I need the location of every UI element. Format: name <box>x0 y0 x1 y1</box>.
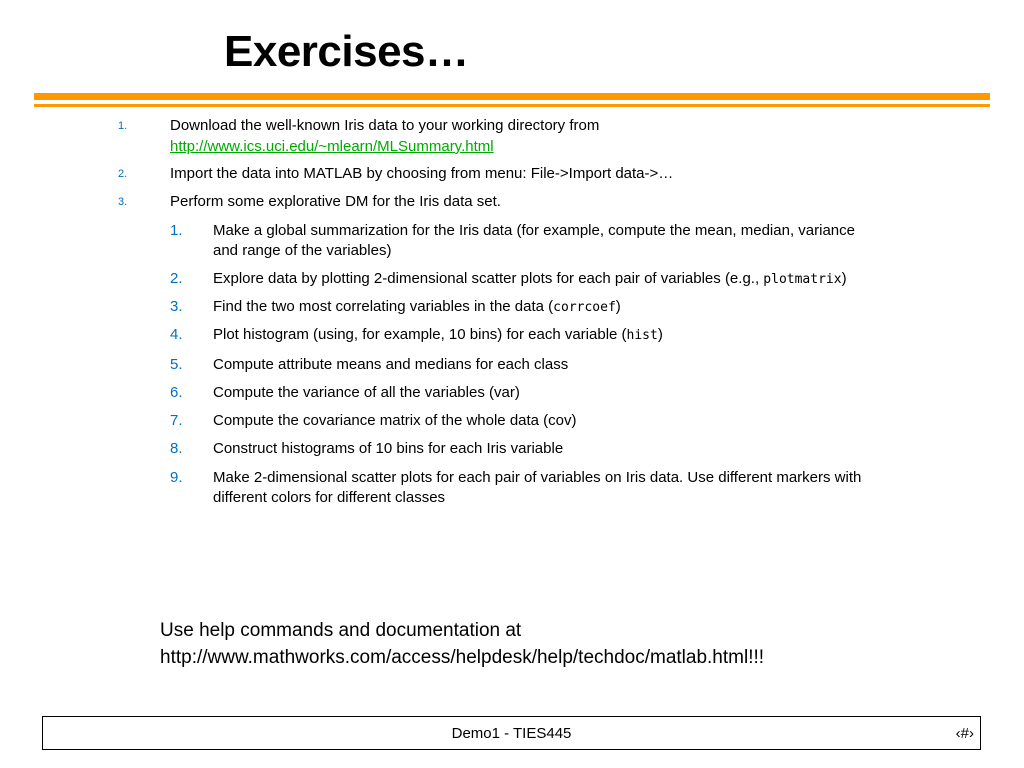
sublist-item-text: Find the two most correlating variables in the data (corrcoef) <box>213 298 621 315</box>
list-item-text: Perform some explorative DM for the Iris data set. <box>170 193 501 210</box>
slide-footer <box>42 716 981 750</box>
title-rule-thin <box>34 104 990 107</box>
code-plotmatrix: plotmatrix <box>763 272 842 287</box>
help-note <box>160 617 940 671</box>
sublist-item-text: Make a global summarization for the Iris data (for example, compute the mean, median, variance <box>213 222 855 239</box>
list-item-number: 2. <box>118 168 128 180</box>
list-item-text: Import the data into MATLAB by choosing from menu: File->Import data->… <box>170 165 674 182</box>
code-hist: hist <box>626 328 658 343</box>
sublist-item-text: Compute the variance of all the variables (var) <box>213 384 520 401</box>
sublist-item-number: 6. <box>170 384 183 401</box>
sublist-item-text: and range of the variables) <box>213 242 392 259</box>
sublist-item-number: 1. <box>170 222 183 239</box>
list-item-text: Download the well-known Iris data to your working directory from <box>170 117 600 134</box>
slide-title: Exercises… <box>224 27 469 76</box>
sublist-item-number: 7. <box>170 412 183 429</box>
sublist-item-text: Construct histograms of 10 bins for each Iris variable <box>213 440 564 457</box>
list-item-number: 1. <box>118 120 128 132</box>
sublist-item-text: Compute the covariance matrix of the whole data (cov) <box>213 412 577 429</box>
sublist-item-number: 4. <box>170 326 183 343</box>
list-item-number: 3. <box>118 196 128 208</box>
sublist-item-text: Compute attribute means and medians for each class <box>213 356 569 373</box>
footer-title: Demo1 - TIES445 <box>451 725 572 742</box>
sublist-item-number: 9. <box>170 469 183 486</box>
sublist-item-text: Make 2-dimensional scatter plots for each pair of variables on Iris data. Use different markers with <box>213 469 862 486</box>
sublist-item-number: 5. <box>170 356 183 373</box>
sublist-item-number: 3. <box>170 298 183 315</box>
sublist-item-text: Explore data by plotting 2-dimensional scatter plots for each pair of variables (e.g., plotmatrix) <box>213 270 847 287</box>
help-note-url: http://www.mathworks.com/access/helpdesk/help/techdoc/matlab.html!!! <box>160 647 765 668</box>
sublist-item-text: different colors for different classes <box>213 489 446 506</box>
sublist-item-text: Plot histogram (using, for example, 10 bins) for each variable (hist) <box>213 326 663 343</box>
help-note-line: Use help commands and documentation at <box>160 620 522 641</box>
sublist-item-number: 8. <box>170 440 183 457</box>
code-corrcoef: corrcoef <box>553 300 616 315</box>
sublist-item-number: 2. <box>170 270 183 287</box>
title-rule-thick <box>34 93 990 100</box>
iris-data-link[interactable]: http://www.ics.uci.edu/~mlearn/MLSummary.html <box>170 138 494 155</box>
slide-number: ‹#› <box>955 725 974 742</box>
